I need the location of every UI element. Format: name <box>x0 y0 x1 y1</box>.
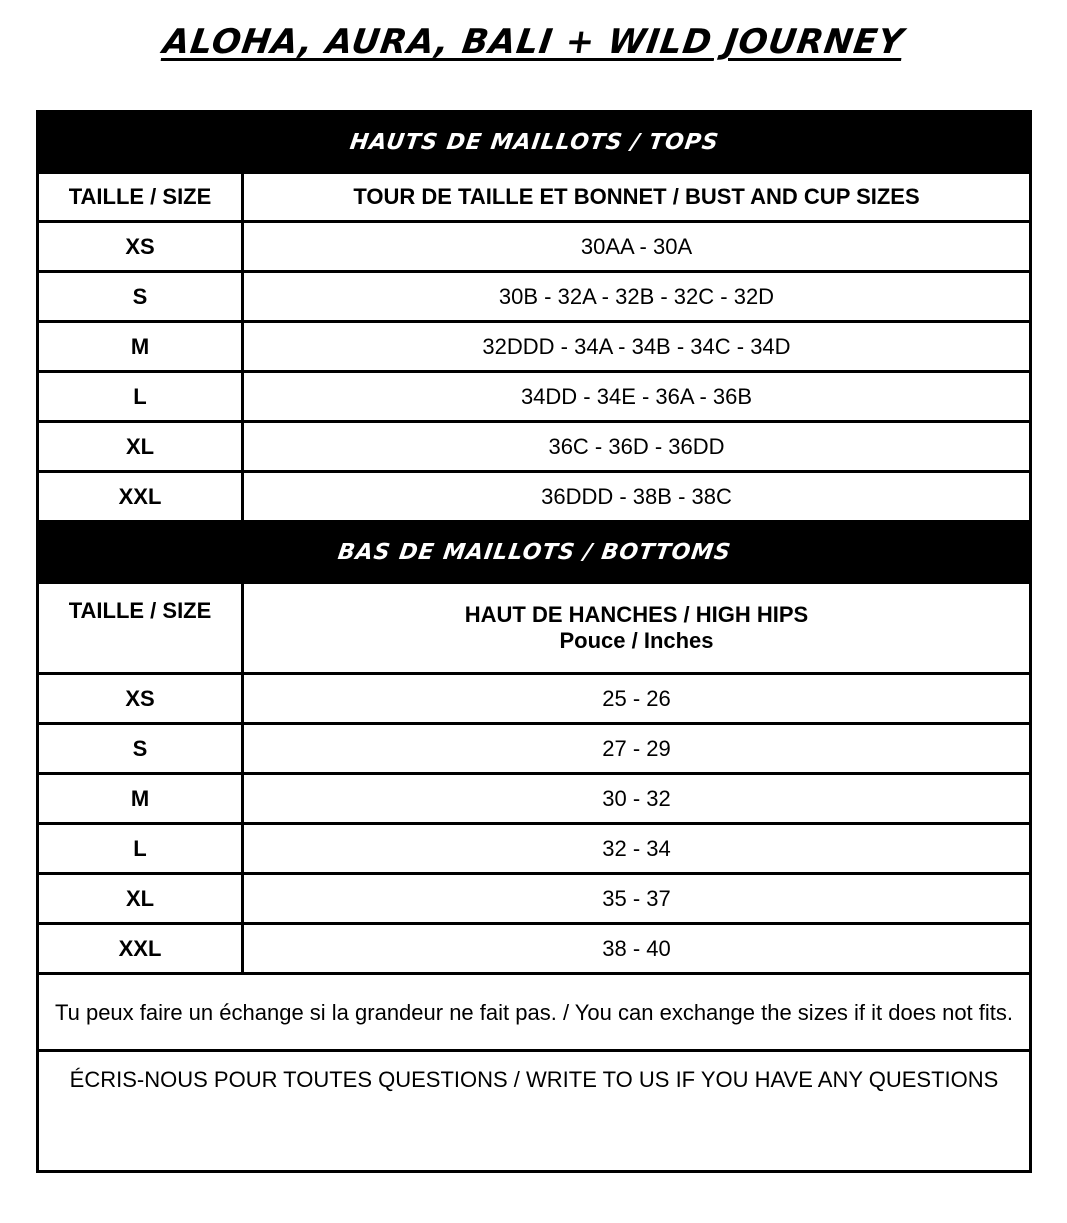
size-chart-table <box>36 110 1032 1173</box>
contact-note: ÉCRIS-NOUS POUR TOUTES QUESTIONS / WRITE TO US IF YOU HAVE ANY QUESTIONS <box>38 1051 1031 1172</box>
size-cell: XL <box>38 422 243 472</box>
measure-cell: 38 - 40 <box>243 924 1031 974</box>
measure-cell: 30 - 32 <box>243 774 1031 824</box>
bottoms-section-title-text: BAS DE MAILLOTS / BOTTOMS <box>335 539 733 565</box>
bottoms-column-header-row <box>38 583 1031 674</box>
measure-cell: 25 - 26 <box>243 674 1031 724</box>
table-row <box>38 874 1031 924</box>
size-cell: L <box>38 824 243 874</box>
tops-measure-header: TOUR DE TAILLE ET BONNET / BUST AND CUP SIZES <box>243 173 1031 222</box>
exchange-note-row <box>38 974 1031 1051</box>
tops-column-header-row <box>38 173 1031 222</box>
table-row <box>38 272 1031 322</box>
table-row <box>38 674 1031 724</box>
tops-section-header <box>38 112 1031 173</box>
size-cell: S <box>38 724 243 774</box>
bottoms-size-header: TAILLE / SIZE <box>38 583 243 674</box>
bottoms-measure-header <box>243 583 1031 674</box>
measure-cell: 30AA - 30A <box>243 222 1031 272</box>
bottoms-section-header <box>38 522 1031 583</box>
size-cell: XS <box>38 222 243 272</box>
bottoms-measure-header-label: HAUT DE HANCHES / HIGH HIPS <box>464 602 809 627</box>
measure-cell: 32DDD - 34A - 34B - 34C - 34D <box>243 322 1031 372</box>
size-cell: XL <box>38 874 243 924</box>
size-cell: M <box>38 774 243 824</box>
measure-cell: 36C - 36D - 36DD <box>243 422 1031 472</box>
measure-cell: 32 - 34 <box>243 824 1031 874</box>
page-title: ALOHA, AURA, BALI + WILD JOURNEY <box>160 22 907 62</box>
size-cell: XXL <box>38 472 243 522</box>
size-cell: XXL <box>38 924 243 974</box>
table-row <box>38 222 1031 272</box>
table-row <box>38 724 1031 774</box>
measure-cell: 34DD - 34E - 36A - 36B <box>243 372 1031 422</box>
measure-cell: 35 - 37 <box>243 874 1031 924</box>
tops-section-title-text: HAUTS DE MAILLOTS / TOPS <box>347 129 721 155</box>
measure-cell: 30B - 32A - 32B - 32C - 32D <box>243 272 1031 322</box>
size-cell: S <box>38 272 243 322</box>
bottoms-measure-header-unit: Pouce / Inches <box>559 628 714 653</box>
table-row <box>38 774 1031 824</box>
table-row <box>38 322 1031 372</box>
size-cell: XS <box>38 674 243 724</box>
table-row <box>38 422 1031 472</box>
size-cell: L <box>38 372 243 422</box>
tops-section-title <box>38 112 1031 173</box>
measure-cell: 27 - 29 <box>243 724 1031 774</box>
table-row <box>38 472 1031 522</box>
table-row <box>38 372 1031 422</box>
exchange-note: Tu peux faire un échange si la grandeur ne fait pas. / You can exchange the sizes if it does not fits. <box>38 974 1031 1051</box>
table-row <box>38 924 1031 974</box>
tops-size-header: TAILLE / SIZE <box>38 173 243 222</box>
table-row <box>38 824 1031 874</box>
measure-cell: 36DDD - 38B - 38C <box>243 472 1031 522</box>
contact-note-row <box>38 1051 1031 1172</box>
size-cell: M <box>38 322 243 372</box>
bottoms-section-title <box>38 522 1031 583</box>
